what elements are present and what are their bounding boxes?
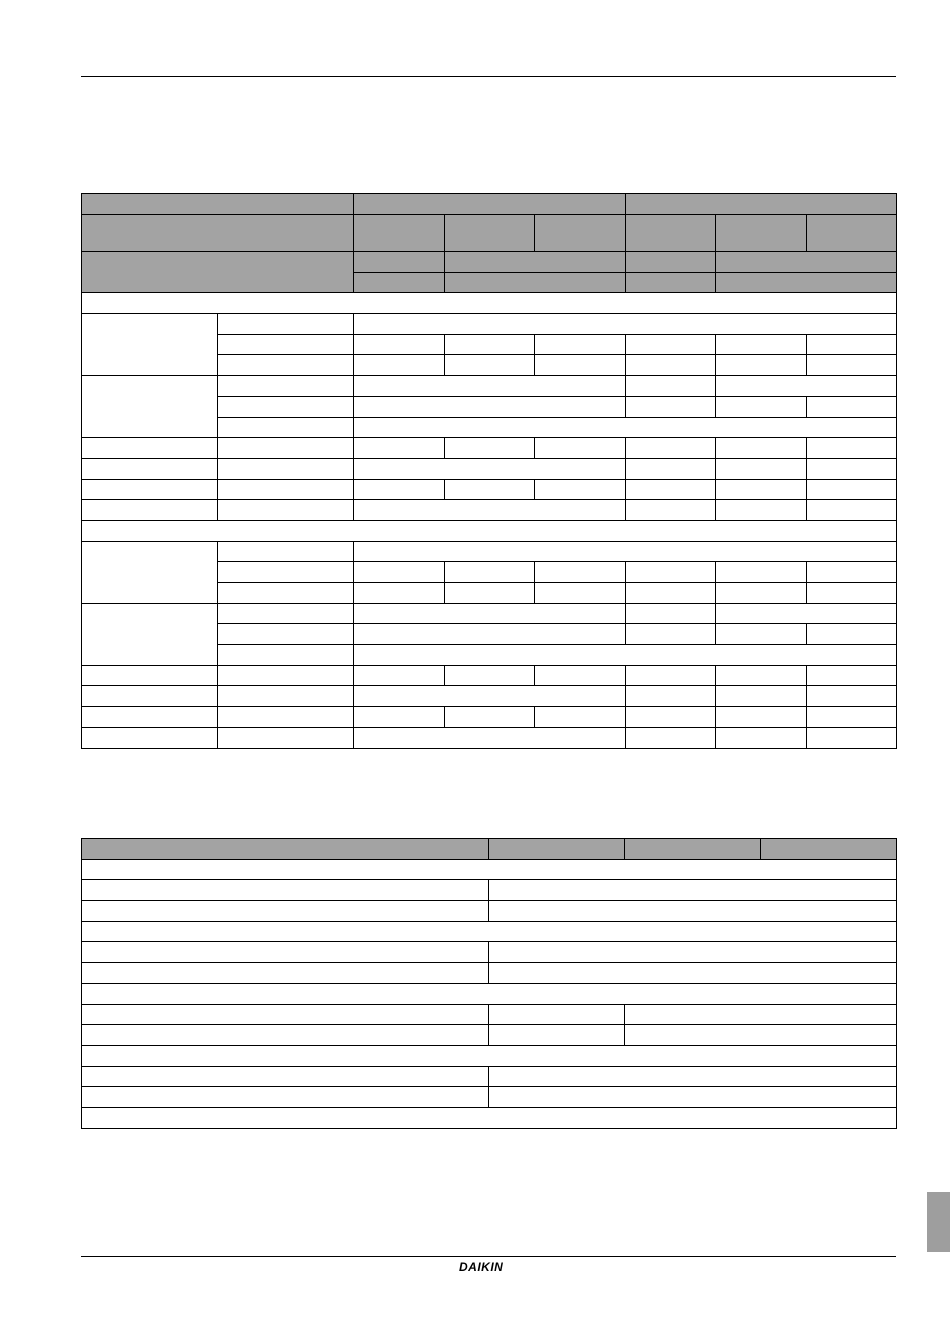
table-header-row	[82, 252, 897, 273]
table-row	[82, 665, 897, 686]
table-row	[82, 1087, 897, 1108]
table-row	[82, 727, 897, 748]
table-header-row	[82, 215, 897, 252]
table-row	[82, 541, 897, 562]
table-section-row	[82, 293, 897, 314]
table-row	[82, 1066, 897, 1087]
table-section-row	[82, 921, 897, 942]
table-row	[82, 603, 897, 624]
table-row	[82, 707, 897, 728]
table-row	[82, 686, 897, 707]
table-section-row	[82, 859, 897, 880]
bottom-rule	[81, 1256, 896, 1257]
table-row	[82, 479, 897, 500]
second-table	[81, 838, 897, 1129]
table-row	[82, 500, 897, 521]
table-section-row	[82, 520, 897, 541]
table-row	[82, 458, 897, 479]
table-row	[82, 942, 897, 963]
table-row	[82, 880, 897, 901]
table-row	[82, 376, 897, 397]
table-row	[82, 1004, 897, 1025]
table-row	[82, 314, 897, 335]
table-section-row	[82, 1107, 897, 1128]
daikin-logo: DAIKIN	[459, 1260, 504, 1274]
table-row	[82, 963, 897, 984]
table-section-row	[82, 1045, 897, 1066]
table-header-row	[82, 839, 897, 860]
table-row	[82, 1025, 897, 1046]
table-header-row	[82, 194, 897, 215]
top-rule	[81, 76, 896, 77]
table-row	[82, 438, 897, 459]
specification-table	[81, 193, 897, 749]
table-row	[82, 901, 897, 922]
section-tab	[927, 1192, 950, 1252]
table-section-row	[82, 983, 897, 1004]
